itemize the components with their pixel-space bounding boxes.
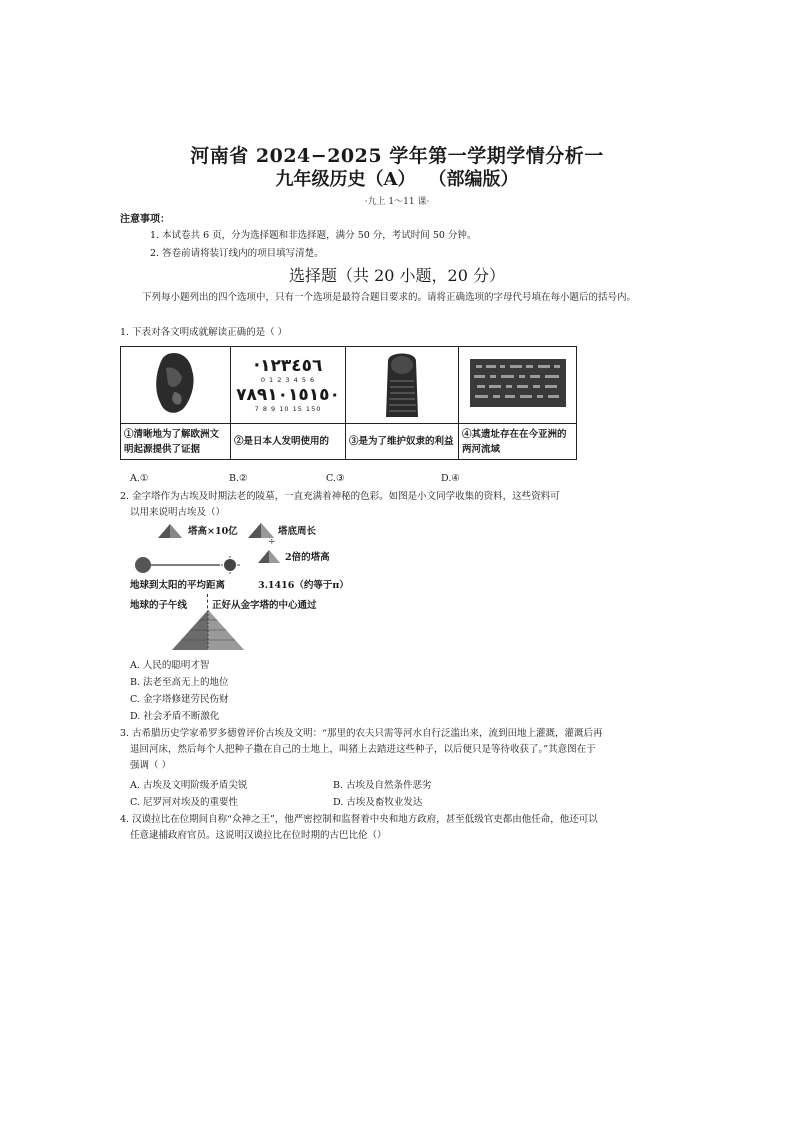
q1-img-4 [459,347,577,424]
notice-item-1: 1. 本试卷共 6 页，分为选择题和非选择题，满分 50 分，考试时间 50 分钟。 [150,230,477,241]
q1-img-1 [121,347,231,424]
q2-stem-line1: 2. 金字塔作为古埃及时期法老的陵墓，一直充满着神秘的色彩。如图是小文同学收集的资料，这些资料可 [120,491,560,502]
q4-line1: 4. 汉谟拉比在位期间自称“众神之王”，他严密控制和监督着中央和地方政府，甚至低级官吏都由他任命，他还可以 [120,814,598,825]
large-pyramid-icon [172,610,244,652]
meridian-label: 地球的子午线 [130,600,188,611]
cuneiform-tablet-icon [468,357,568,409]
height-label: 塔高×10亿 [188,526,238,537]
q2-option-a: A. 人民的聪明才智 [130,660,210,671]
subject-label: 九年级历史（A） [275,169,416,190]
subject-title [0,165,794,191]
pyramid-icon-2 [248,523,274,538]
digits-bottom: 7 8 9 10 15 150 [254,405,322,413]
double-height-label: 2倍的塔高 [285,552,330,563]
q1-option-c: C.③ [326,473,345,484]
pyramid-icon-3 [258,550,280,563]
q3-line1: 3. 古希腊历史学家希罗多德曾评价古埃及文明：“那里的农夫只需等河水自行泛滥出来，流到田地上灌溉，灌溉后再 [120,728,603,739]
numerals-bottom: ٧٨٩١٠١٥١٥٠ [236,385,340,405]
q1-option-b: B.② [229,473,248,484]
q1-option-d: D.④ [441,473,460,484]
q1-caption-3: ③是为了维护奴隶的利益 [346,424,459,460]
q3-option-b: B. 古埃及自然条件恶劣 [333,780,432,791]
q1-caption-1: ①清晰地为了解欧洲文明起源提供了证据 [121,424,231,460]
q1-caption-4: ④其遗址存在在今亚洲的两河流域 [459,424,577,460]
numerals-top: ·١٢٣٤٥٦ [253,355,323,376]
q2-figure [130,520,370,655]
q1-option-a: A.① [130,473,149,484]
version-label: （部编版） [437,169,519,190]
page-title: 河南省 2024−2025 学年第一学期学情分析一 [190,145,604,167]
q1-stem: 1. 下表对各文明成就解读正确的是（ ） [120,327,288,338]
section-title: 选择题（共 20 小题，20 分） [289,266,505,285]
divide-sign: ÷ [268,537,276,547]
notice-heading: 注意事项： [120,214,170,225]
q2-stem-line2: 以用来说明古埃及（） [130,507,226,518]
q1-table [120,346,577,460]
pi-label: 3.1416（约等于π） [258,580,349,591]
center-label: 正好从金字塔的中心通过 [212,600,317,611]
scope-label: ·九上 1～11 课· [364,197,430,207]
q3-option-d: D. 古埃及畜牧业发达 [333,797,423,808]
base-label: 塔底周长 [278,526,317,537]
stone-fragment-icon [146,348,206,418]
section-instruction: 下列每小题列出的四个选项中，只有一个选项是最符合题目要求的。请将正确选项的字母代号填在每小题后的括号内。 [142,292,637,303]
q2-option-d: D. 社会矛盾不断激化 [130,711,220,722]
q3-line2: 退回河床，然后每个人把种子撒在自己的土地上，叫猪上去踏进这些种子，以后便只是等待收获了。”其意图在于 [130,744,596,755]
sun-distance-label: 地球到太阳的平均距离 [130,580,226,591]
q2-option-b: B. 法老至高无上的地位 [130,677,229,688]
stele-icon [380,347,424,419]
digits-top: 0 1 2 3 4 5 6 [260,375,316,384]
q1-caption-2: ②是日本人发明使用的 [231,424,346,460]
q3-option-c: C. 尼罗河对埃及的重要性 [130,797,238,808]
q4-line2: 任意逮捕政府官员。这说明汉谟拉比在位时期的古巴比伦（） [130,830,387,841]
small-pyramid-icon [158,524,182,538]
q1-img-3 [346,347,459,424]
q3-line3: 强调（ ） [130,760,172,771]
notice-item-2: 2. 答卷前请将装订线内的项目填写清楚。 [150,248,324,259]
q2-option-c: C. 金字塔修建劳民伤财 [130,694,229,705]
q3-option-a: A. 古埃及文明阶级矛盾尖锐 [130,780,248,791]
q1-img-2 [231,347,346,424]
earth-sun-icon [134,556,244,574]
